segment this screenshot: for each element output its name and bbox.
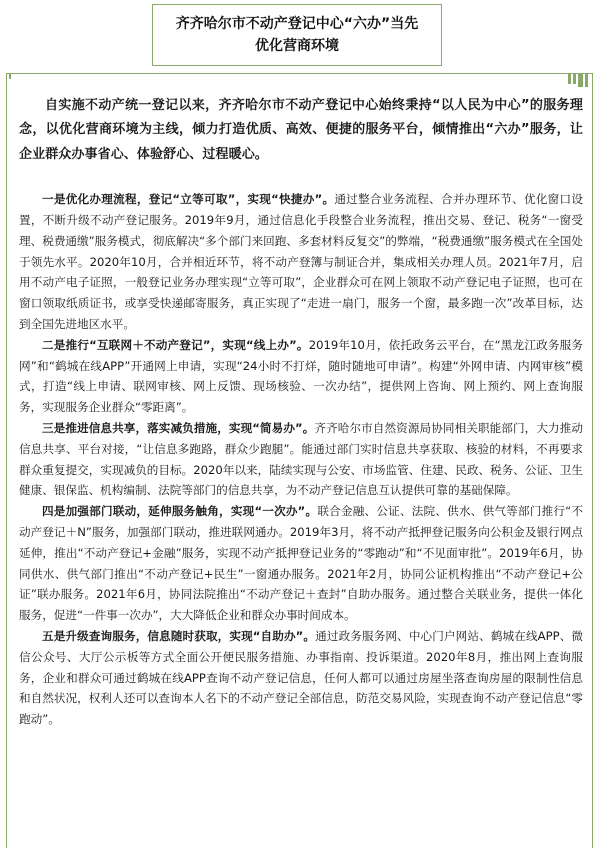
section-body-1: 通过整合业务流程、合并办理环节、优化窗口设置，不断升级不动产登记服务。2019年9月，通过信息化手段整合业务流程，推出交易、登记、税务“一窗受理、税费通缴”服务模式，彻底解决“多个部门来回跑、多套材料反复交”的弊端，“税费通缴”服务模式在全国处于领先水平。2020年10月，合并相近环节，将不动产登簿与制证合并，集成相关办理人员。2021年7月，启用不动产电子证照，一般登记业务办理实现“立等可取”，企业群众可在网上领取不动产登记电子证照，也可在窗口领取纸质证书，或享受快递邮寄服务，真正实现了“走进一扇门，服务一个窗，最多跑一次”改革目标，达到全国先进地区水平。	[19, 192, 583, 331]
section-heading-2: 二是推行“互联网＋不动产登记”，实现“线上办”。	[42, 337, 309, 352]
section-paragraph-3	[19, 418, 583, 501]
section-heading-1: 一是优化办理流程，登记“立等可取”，实现“快捷办”。	[42, 192, 335, 207]
article-title-line2: 优化营商环境	[255, 38, 339, 54]
section-paragraph-5	[19, 626, 583, 730]
section-heading-5: 五是升级查询服务，信息随时获取，实现“自助办”。	[42, 628, 316, 643]
section-body-3: 齐齐哈尔市自然资源局协同相关职能部门，大力推动信息共享、平台对接，“让信息多跑路，群众少跑腿”。能通过部门实时信息共享获取、核验的材料，不再要求群众重复提交，实现减负的目标。2020年以来，陆续实现与公安、市场监管、住建、民政、税务、公证、卫生健康、银保监、机构编制、法院等部门的信息共享，为不动产登记信息互认提供可靠的基础保障。	[19, 420, 583, 498]
section-paragraph-1	[19, 189, 583, 335]
section-paragraph-2	[19, 335, 583, 418]
section-heading-4: 四是加强部门联动，延伸服务触角，实现“一次办”。	[42, 504, 318, 519]
section-paragraph-4	[19, 501, 583, 626]
frame-corner-mark	[9, 73, 11, 79]
section-body-5: 通过政务服务网、中心门户网站、鹤城在线APP、微信公众号、大厅公示板等方式全面公开便民服务措施、办事指南、投诉渠道。2020年8月，推出网上查询服务，企业和群众可通过鹤城在线APP查询不动产登记信息，任何人都可以通过房屋坐落查询房屋的限制性信息和自然状况，权利人还可以查询本人名下的不动产登记全部信息，防范交易风险，实现查询不动产登记信息“零跑动”。	[19, 628, 583, 727]
lead-paragraph: 自实施不动产统一登记以来，齐齐哈尔市不动产登记中心始终秉持“以人民为中心”的服务理念，以优化营商环境为主线，倾力打造优质、高效、便捷的服务平台，倾情推出“六办”服务，让企业群众办事省心、体验舒心、过程暖心。	[19, 98, 583, 162]
frame-stripes-ornament	[568, 73, 588, 87]
article-body	[19, 94, 583, 730]
section-body-4: 联合金融、公证、法院、供水、供气等部门推行“不动产登记＋N”服务，加强部门联动，推进联网通办。2019年3月，将不动产抵押登记服务向公积金及银行网点延伸，推出“不动产登记+金融”服务，实现不动产抵押登记业务的“零跑动”和“不见面审批”。2019年6月，协同供水、供气部门推出“不动产登记+民生”一窗通办服务。2021年2月，协同公证机构推出“不动产登记+公证”联办服务。2021年6月，协同法院推出“不动产登记＋查封”自助办服务。通过整合关联业务，提供一体化服务，促进“一件事一次办”，大大降低企业和群众办事时间成本。	[19, 504, 583, 623]
section-heading-3: 三是推进信息共享，落实减负措施，实现“简易办”。	[42, 420, 315, 435]
article-frame	[6, 73, 593, 848]
article-title-box	[152, 4, 442, 66]
section-body-2: 2019年10月，依托政务云平台，在“黑龙江政务服务网”和“鹤城在线APP”开通网上申请，实现“24小时不打烊，随时随地可申请”。构建“外网申请、内网审核”模式，打造“线上申请、联网审核、网上反馈、现场核验、一次办结”，提供网上咨询、网上预约、网上查询服务，实现服务企业群众“零距离”。	[19, 337, 584, 415]
article-title-line1: 齐齐哈尔市不动产登记中心“六办”当先	[175, 16, 419, 32]
